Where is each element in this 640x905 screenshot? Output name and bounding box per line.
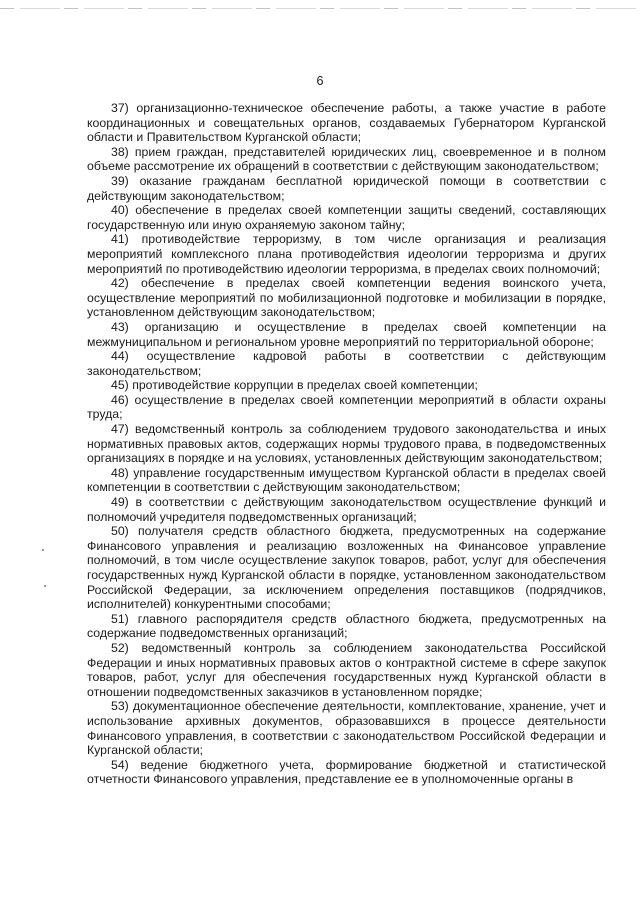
list-item: 53) документационное обеспечение деятельности, комплектование, хранение, учет и использование архивных документов, образовавшихся в процессе деятельности Финансового управления, в соответствии с законодательством Российской Федерации и Курганской области; [87, 699, 606, 758]
list-item: 51) главного распорядителя средств областного бюджета, предусмотренных на содержание подведомственных организаций; [87, 611, 606, 641]
list-item: 43) организацию и осуществление в пределах своей компетенции на межмуниципальном и региональном уровне мероприятий по территориальной обороне; [87, 319, 606, 349]
list-item: 50) получателя средств областного бюджета, предусмотренных на содержание Финансового управления и реализацию возложенных на Финансовое управление полномочий, в том числе осуществление закупок товаров, работ, услуг для обеспечения государственных нужд Курганской области в порядке, установленном законодательством Российской Федерации, за исключением определения поставщиков (подрядчиков, исполнителей) конкурентными способами; [87, 524, 606, 612]
scan-speck [42, 549, 44, 551]
list-item: 46) осуществление в пределах своей компетенции мероприятий в области охраны труда; [87, 392, 606, 422]
list-item: 48) управление государственным имуществом Курганской области в пределах своей компетенции в соответствии с действующим законодательством; [87, 465, 606, 495]
list-item: 39) оказание гражданам бесплатной юридической помощи в соответствии с действующим законодательством; [87, 173, 606, 203]
page-number: 6 [316, 74, 324, 88]
list-item: 49) в соответствии с действующим законодательством осуществление функций и полномочий учредителя подведомственных организаций; [87, 495, 606, 524]
scan-edge-line [0, 8, 640, 9]
list-item: 45) противодействие коррупции в пределах своей компетенции; [111, 378, 478, 393]
list-item: 38) прием граждан, представителей юридических лиц, своевременное и в полном объеме рассмотрение их обращений в соответствии с действующим законодательством; [87, 144, 606, 174]
list-item: 37) организационно-техническое обеспечение работы, а также участие в работе координационных и совещательных органов, создаваемых Губернатором Курганской области и Правительством Курганской области; [87, 101, 606, 145]
list-item: 54) ведение бюджетного учета, формирование бюджетной и статистической отчетности Финансового управления, представление ее в уполномоченные органы в [87, 757, 606, 787]
list-item: 47) ведомственный контроль за соблюдением трудового законодательства и иных нормативных правовых актов, содержащих нормы трудового права, в подведомственных организациях в порядке и на условиях, установленных действующим законодательством; [87, 422, 606, 466]
list-item: 40) обеспечение в пределах своей компетенции защиты сведений, составляющих государственную или иную охраняемую законом тайну; [87, 203, 606, 232]
document-body [87, 101, 606, 787]
list-item: 44) осуществление кадровой работы в соответствии с действующим законодательством; [87, 349, 606, 378]
list-item: 52) ведомственный контроль за соблюдением законодательства Российской Федерации и иных нормативных правовых актов о контрактной системе в сфере закупок товаров, работ, услуг для обеспечения государственных нужд Курганской области в отношении подведомственных заказчиков в установленном порядке; [87, 640, 606, 699]
list-item: 41) противодействие терроризму, в том числе организация и реализация мероприятий комплексного плана противодействия идеологии терроризма и других мероприятий по противодействию идеологии терроризма, в пределах своих полномочий; [87, 232, 606, 276]
scan-speck [44, 585, 46, 587]
list-item: 42) обеспечение в пределах своей компетенции ведения воинского учета, осуществление мероприятий по мобилизационной подготовке и мобилизации в порядке, установленном действующим законодательством; [87, 276, 606, 320]
